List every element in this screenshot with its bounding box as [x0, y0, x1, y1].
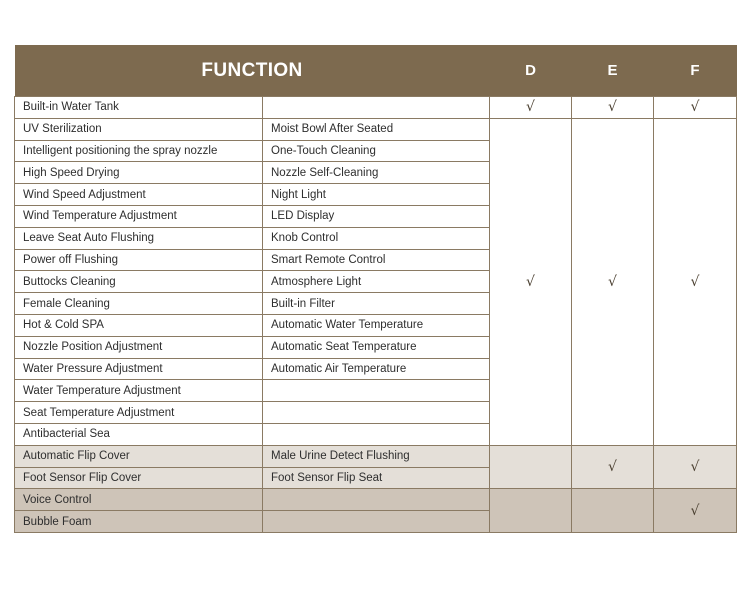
availability-cell-e: [572, 445, 654, 489]
table-body: [15, 97, 737, 533]
availability-cell-d: [490, 118, 572, 445]
function-name-primary: Built-in Water Tank: [15, 97, 263, 119]
function-name-secondary: [263, 380, 490, 402]
column-header-f: F: [654, 45, 737, 97]
check-icon: √: [690, 502, 700, 519]
check-icon: √: [690, 273, 700, 290]
function-name-primary: Female Cleaning: [15, 293, 263, 315]
check-icon: √: [608, 99, 617, 116]
specification-table-container: [14, 45, 736, 533]
function-name-secondary: Foot Sensor Flip Seat: [263, 467, 490, 489]
column-header-function: FUNCTION: [15, 45, 490, 97]
function-name-secondary: [263, 511, 490, 533]
function-name-secondary: Knob Control: [263, 227, 490, 249]
table-header: [15, 45, 737, 97]
availability-cell-f: [654, 118, 737, 445]
function-name-primary: Water Temperature Adjustment: [15, 380, 263, 402]
availability-cell-e: [572, 489, 654, 533]
function-name-primary: Leave Seat Auto Flushing: [15, 227, 263, 249]
function-name-secondary: [263, 402, 490, 424]
check-icon: √: [690, 459, 700, 476]
header-row: [15, 45, 737, 97]
function-name-secondary: Built-in Filter: [263, 293, 490, 315]
function-name-primary: Wind Temperature Adjustment: [15, 205, 263, 227]
check-icon: √: [526, 273, 535, 290]
table-row: [15, 118, 737, 140]
function-name-secondary: Male Urine Detect Flushing: [263, 445, 490, 467]
function-name-primary: Foot Sensor Flip Cover: [15, 467, 263, 489]
function-name-primary: Automatic Flip Cover: [15, 445, 263, 467]
table-row: [15, 97, 737, 119]
availability-cell-f: [654, 97, 737, 119]
table-row: [15, 445, 737, 467]
function-name-secondary: [263, 423, 490, 445]
function-specification-table: [14, 45, 737, 533]
column-header-d: D: [490, 45, 572, 97]
function-name-secondary: Smart Remote Control: [263, 249, 490, 271]
function-name-primary: Voice Control: [15, 489, 263, 511]
availability-cell-d: [490, 489, 572, 533]
function-name-primary: Power off Flushing: [15, 249, 263, 271]
function-name-primary: High Speed Drying: [15, 162, 263, 184]
function-name-secondary: Automatic Seat Temperature: [263, 336, 490, 358]
check-icon: √: [526, 99, 535, 116]
check-icon: √: [608, 273, 617, 290]
function-name-secondary: Moist Bowl After Seated: [263, 118, 490, 140]
function-name-primary: UV Sterilization: [15, 118, 263, 140]
check-icon: √: [608, 459, 617, 476]
availability-cell-d: [490, 445, 572, 489]
function-name-primary: Buttocks Cleaning: [15, 271, 263, 293]
function-name-primary: Water Pressure Adjustment: [15, 358, 263, 380]
table-row: [15, 489, 737, 511]
column-header-e: E: [572, 45, 654, 97]
availability-cell-d: [490, 97, 572, 119]
function-name-secondary: [263, 489, 490, 511]
function-name-secondary: One-Touch Cleaning: [263, 140, 490, 162]
function-name-secondary: [263, 97, 490, 119]
function-name-primary: Seat Temperature Adjustment: [15, 402, 263, 424]
availability-cell-f: [654, 489, 737, 533]
availability-cell-f: [654, 445, 737, 489]
function-name-secondary: Night Light: [263, 184, 490, 206]
check-icon: √: [690, 99, 700, 116]
function-name-primary: Antibacterial Sea: [15, 423, 263, 445]
function-name-secondary: Automatic Water Temperature: [263, 314, 490, 336]
function-name-primary: Nozzle Position Adjustment: [15, 336, 263, 358]
function-name-secondary: Automatic Air Temperature: [263, 358, 490, 380]
function-name-primary: Wind Speed Adjustment: [15, 184, 263, 206]
function-name-primary: Intelligent positioning the spray nozzle: [15, 140, 263, 162]
function-name-primary: Bubble Foam: [15, 511, 263, 533]
function-name-primary: Hot & Cold SPA: [15, 314, 263, 336]
function-name-secondary: Nozzle Self-Cleaning: [263, 162, 490, 184]
function-name-secondary: LED Display: [263, 205, 490, 227]
availability-cell-e: [572, 97, 654, 119]
function-name-secondary: Atmosphere Light: [263, 271, 490, 293]
availability-cell-e: [572, 118, 654, 445]
